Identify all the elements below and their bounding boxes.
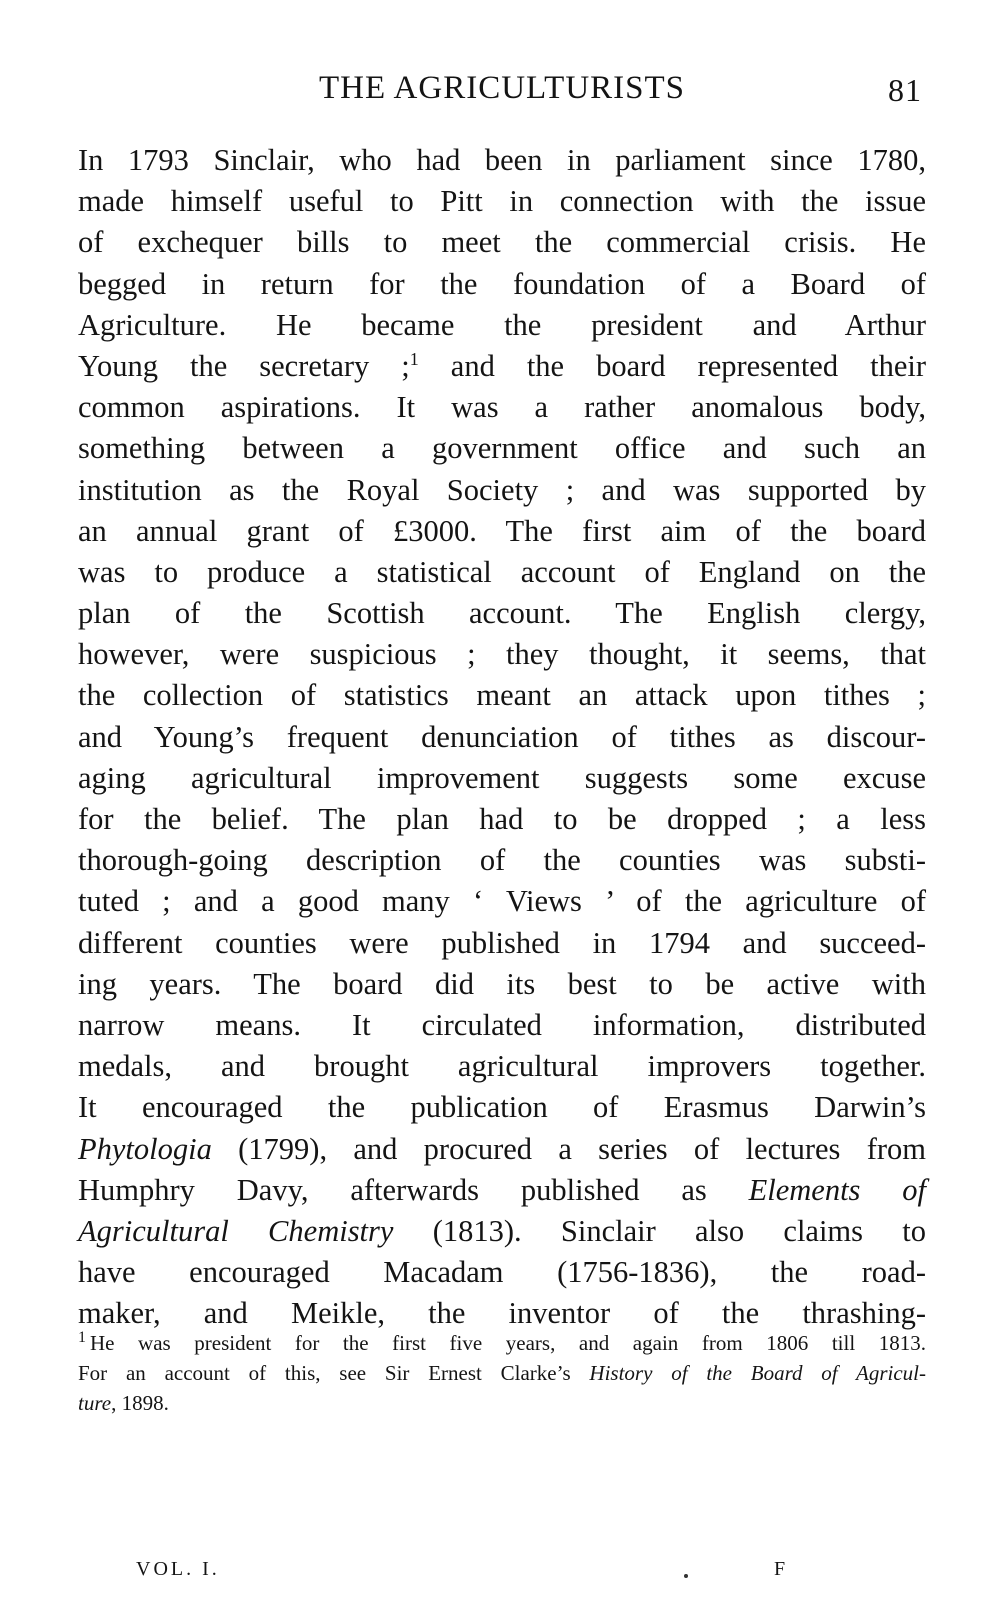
- text-line: institution as the Royal Society ; and was supported by: [78, 472, 926, 507]
- text-line: of exchequer bills to meet the commercial crisis. He: [78, 225, 926, 260]
- footnote-line: [78, 1358, 926, 1388]
- book-title: Agricultural Chemistry: [78, 1213, 394, 1248]
- text-fragment: Young the secretary ;: [78, 348, 410, 383]
- text-line: something between a government office and such an: [78, 431, 926, 466]
- footnote-reference: 1: [409, 348, 419, 369]
- footnote: [78, 1328, 926, 1418]
- text-line: the collection of statistics meant an attack upon tithes ;: [78, 678, 926, 713]
- page-number: 81: [888, 72, 922, 108]
- text-line: made himself useful to Pitt in connection with the issue: [78, 184, 926, 219]
- footnote-marker: 1: [78, 1329, 86, 1346]
- text-fragment: For an account of this, see Sir Ernest Clarke’s: [78, 1361, 590, 1385]
- text-line: and Young’s frequent denunciation of tithes as discour-: [78, 719, 926, 754]
- text-line: plan of the Scottish account. The English clergy,: [78, 596, 926, 631]
- text-line: medals, and brought agricultural improvers together.: [78, 1049, 926, 1084]
- running-head: [78, 68, 926, 108]
- text-line: It encouraged the publication of Erasmus Darwin’s: [78, 1090, 926, 1125]
- text-line: different counties were published in 1794 and succeed-: [78, 925, 926, 960]
- book-title: History of the Board of Agricul-: [589, 1361, 927, 1385]
- text-fragment: , 1898.: [111, 1391, 169, 1415]
- text-line: maker, and Meikle, the inventor of the thrashing-: [78, 1296, 926, 1331]
- sheet-signature-mark: F: [774, 1558, 789, 1580]
- signature-row: [78, 1558, 926, 1588]
- text-line: common aspirations. It was a rather anomalous body,: [78, 390, 926, 425]
- text-fragment: He was president for the first five years, and again from 1806 till 1813.: [90, 1331, 926, 1355]
- book-title: Elements of: [748, 1172, 927, 1207]
- footnote-line: [78, 1328, 926, 1358]
- text-fragment: (1799), and procured a series of lectures from: [211, 1131, 926, 1166]
- text-line: narrow means. It circulated information, distributed: [78, 1007, 926, 1042]
- text-line: tuted ; and a good many ‘ Views ’ of the agriculture of: [78, 884, 926, 919]
- text-line: was to produce a statistical account of England on the: [78, 554, 926, 589]
- text-line: however, were suspicious ; they thought, it seems, that: [78, 637, 926, 672]
- text-line: an annual grant of £3000. The first aim of the board: [78, 513, 926, 548]
- text-line: [78, 346, 926, 387]
- text-line: begged in return for the foundation of a Board of: [78, 266, 926, 301]
- text-line: Agriculture. He became the president and Arthur: [78, 307, 926, 342]
- text-fragment: and the board represented their: [418, 348, 926, 383]
- text-fragment: Humphry Davy, afterwards published as: [78, 1172, 707, 1207]
- volume-mark: VOL. I.: [136, 1558, 220, 1580]
- text-line: [78, 1211, 926, 1252]
- text-line: [78, 1129, 926, 1170]
- body-text: [78, 140, 926, 1334]
- text-line: aging agricultural improvement suggests some excuse: [78, 760, 926, 795]
- text-fragment: (1813). Sinclair also claims to: [393, 1213, 927, 1248]
- text-line: In 1793 Sinclair, who had been in parliament since 1780,: [78, 143, 926, 177]
- text-line: [78, 1170, 926, 1211]
- text-line: thorough-going description of the counties was substi-: [78, 843, 926, 878]
- text-line: have encouraged Macadam (1756-1836), the road-: [78, 1255, 926, 1290]
- book-title: ture: [78, 1391, 112, 1415]
- running-title: THE AGRICULTURISTS: [318, 70, 686, 106]
- ink-speck: [684, 1574, 688, 1578]
- text-line: ing years. The board did its best to be active with: [78, 966, 926, 1001]
- footnote-line: [78, 1388, 926, 1418]
- text-line: for the belief. The plan had to be dropped ; a less: [78, 802, 926, 836]
- book-title: Phytologia: [78, 1131, 212, 1166]
